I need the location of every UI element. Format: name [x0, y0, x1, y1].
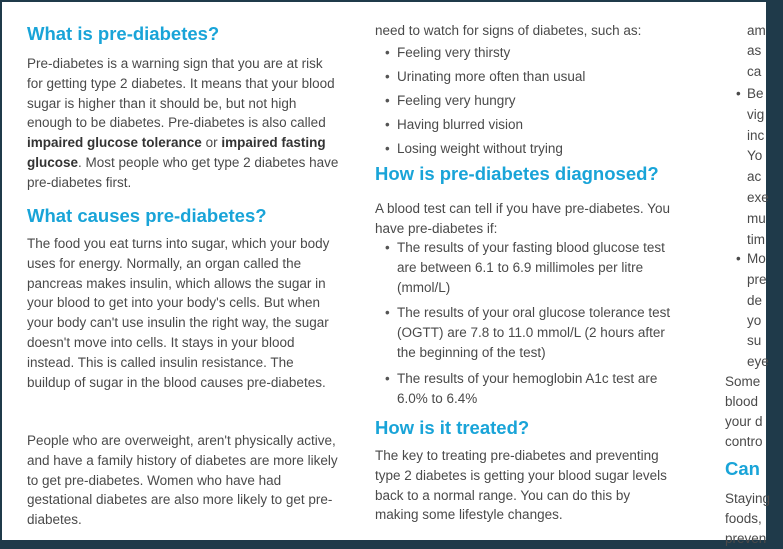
- list-signs: [375, 41, 685, 161]
- document-page: [2, 2, 771, 546]
- paragraph-what-is: [27, 54, 339, 193]
- list-tests: [375, 238, 685, 408]
- text-what-c: or: [201, 135, 222, 151]
- fragment: mu: [747, 211, 766, 226]
- term-impaired-glucose-tolerance: impaired glucose tolerance: [27, 135, 202, 151]
- heading-clipped: Can: [725, 458, 760, 479]
- fragment: Be: [747, 86, 764, 101]
- bullet: •: [736, 251, 741, 266]
- list-item: • The results of your fasting blood glucose test are between 6.1 to 6.9 millimoles per litre (mmol/L): [375, 238, 685, 297]
- fragment: your d: [725, 414, 763, 429]
- fragment: Staying: [725, 491, 771, 506]
- fragment: exe: [747, 190, 769, 205]
- fragment: ac: [747, 169, 762, 184]
- fragment: vig: [747, 107, 765, 122]
- fragment: tim: [747, 232, 765, 247]
- list-item: • Feeling very hungry: [375, 89, 685, 113]
- list-item: • Having blurred vision: [375, 113, 685, 137]
- list-item: • Feeling very thirsty: [375, 41, 685, 65]
- fragment: foods,: [725, 511, 762, 526]
- paragraph-treated: The key to treating pre-diabetes and preventing type 2 diabetes is getting your blood sugar levels back to a normal range. You can do this by making some lifestyle changes.: [375, 448, 667, 523]
- paragraph-causes-1: The food you eat turns into sugar, which your body uses for energy. Normally, an organ called the pancreas makes insulin, which allows the sugar in your blood to get into your body's cells. But when your body can't use insulin the right way, the sugar doesn't move into cells. It stays in your blood instead. This is called insulin resistance. The buildup of sugar in the blood causes pre-diabetes.: [27, 236, 330, 390]
- fragment: pre: [747, 272, 767, 287]
- fragment: blood: [725, 394, 759, 409]
- paragraph-watch-signs: need to watch for signs of diabetes, such as:: [375, 23, 642, 38]
- fragment: Yo: [747, 148, 763, 163]
- list-item: • Urinating more often than usual: [375, 65, 685, 89]
- list-item: • The results of your oral glucose tolerance test (OGTT) are 7.8 to 11.0 mmol/L (2 hours after the beginning of the test): [375, 303, 685, 362]
- fragment: Mo: [747, 251, 766, 266]
- bullet: •: [736, 86, 741, 101]
- fragment: inc: [747, 128, 765, 143]
- fragment: contro: [725, 434, 763, 449]
- heading-how-treated: How is it treated?: [375, 417, 530, 438]
- fragment: de: [747, 293, 763, 308]
- fragment: as: [747, 43, 762, 58]
- text-what-d: . Most people who get type 2 diabetes have pre-diabetes first.: [27, 154, 339, 190]
- paragraph-causes-2: People who are overweight, aren't physically active, and have a family history of diabetes are more likely to get pre-diabetes. Women who have had gestational diabetes are also more likely to get pre-diabetes.: [27, 433, 338, 528]
- fragment: eye: [747, 354, 769, 369]
- heading-what-causes: What causes pre-diabetes?: [27, 205, 267, 226]
- list-item: • Losing weight without trying: [375, 137, 685, 161]
- paragraph-diagnosed: A blood test can tell if you have pre-diabetes. You have pre-diabetes if:: [375, 201, 670, 236]
- fragment: Some: [725, 374, 761, 389]
- fragment: ca: [747, 64, 762, 79]
- list-item: • The results of your hemoglobin A1c test are 6.0% to 6.4%: [375, 369, 685, 409]
- fragment: su: [747, 333, 762, 348]
- heading-diagnosed: How is pre-diabetes diagnosed?: [375, 163, 659, 184]
- fragment: preven: [725, 531, 767, 546]
- text-what-a: Pre-diabetes is a warning sign that you are at risk for getting type 2 diabetes. It means that your blood sugar is higher than it should be, but not high enough to be diabetes. Pre-diabetes is also called: [27, 56, 335, 131]
- heading-what-is-prediabetes: What is pre-diabetes?: [27, 23, 220, 44]
- fragment: yo: [747, 313, 762, 328]
- fragment: am: [747, 23, 766, 38]
- term-impaired-fasting-glucose: impaired fasting glucose: [27, 135, 326, 170]
